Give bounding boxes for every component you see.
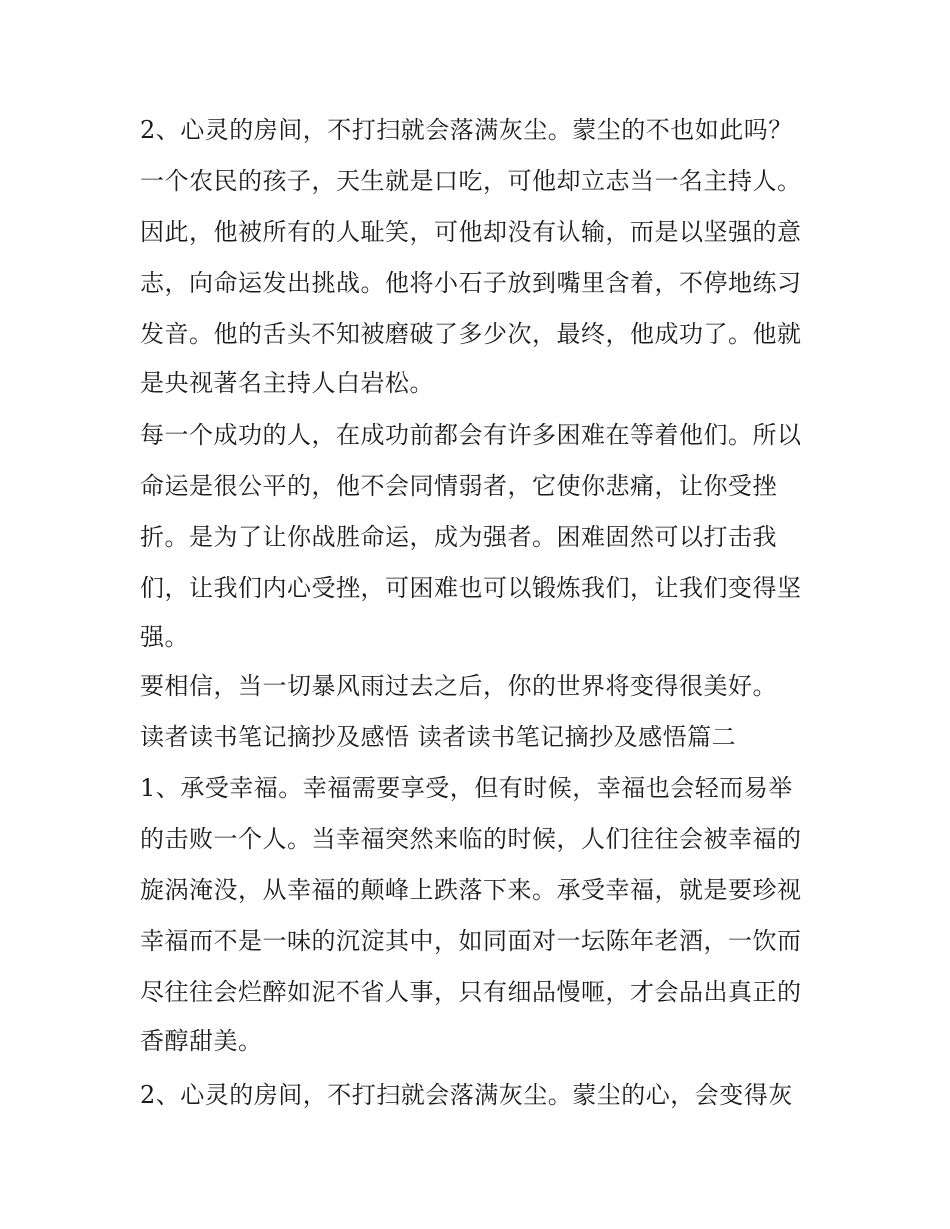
text-line: 每一个成功的人，在成功前都会有许多困难在等着他们。所以 bbox=[140, 421, 802, 449]
text-line: 2、心灵的房间，不打扫就会落满灰尘。蒙尘的不也如此吗？ bbox=[140, 116, 793, 144]
text-line: 旋涡淹没，从幸福的颠峰上跌落下来。承受幸福，就是要珍视 bbox=[140, 876, 802, 904]
text-line: 一个农民的孩子，天生就是口吃，可他却立志当一名主持人。 bbox=[140, 167, 802, 195]
text-line: 因此，他被所有的人耻笑，可他却没有认输，而是以坚强的意 bbox=[140, 218, 802, 246]
text-line: 是央视著名主持人白岩松。 bbox=[140, 369, 434, 397]
text-line: 折。是为了让你战胜命运，成为强者。困难固然可以打击我 bbox=[140, 523, 777, 551]
text-line: 要相信，当一切暴风雨过去之后，你的世界将变得很美好。 bbox=[140, 672, 777, 700]
section-heading: 读者读书笔记摘抄及感悟 读者读书笔记摘抄及感悟篇二 bbox=[140, 723, 737, 751]
text-line: 香醇甜美。 bbox=[140, 1027, 263, 1055]
text-line: 的击败一个人。当幸福突然来临的时候，人们往往会被幸福的 bbox=[140, 825, 802, 853]
text-line: 命运是很公平的，他不会同情弱者，它使你悲痛，让你受挫 bbox=[140, 472, 777, 500]
text-line: 2、心灵的房间，不打扫就会落满灰尘。蒙尘的心，会变得灰 bbox=[140, 1081, 793, 1109]
text-line: 尽往往会烂醉如泥不省人事，只有细品慢咂，才会品出真正的 bbox=[140, 978, 802, 1006]
text-line: 志，向命运发出挑战。他将小石子放到嘴里含着，不停地练习 bbox=[140, 269, 802, 297]
text-line: 1、承受幸福。幸福需要享受，但有时候，幸福也会轻而易举 bbox=[140, 774, 793, 802]
text-line: 们，让我们内心受挫，可困难也可以锻炼我们，让我们变得坚 bbox=[140, 574, 802, 602]
text-line: 幸福而不是一味的沉淀其中，如同面对一坛陈年老酒，一饮而 bbox=[140, 927, 802, 955]
text-line: 强。 bbox=[140, 623, 189, 651]
text-line: 发音。他的舌头不知被磨破了多少次，最终，他成功了。他就 bbox=[140, 320, 802, 348]
